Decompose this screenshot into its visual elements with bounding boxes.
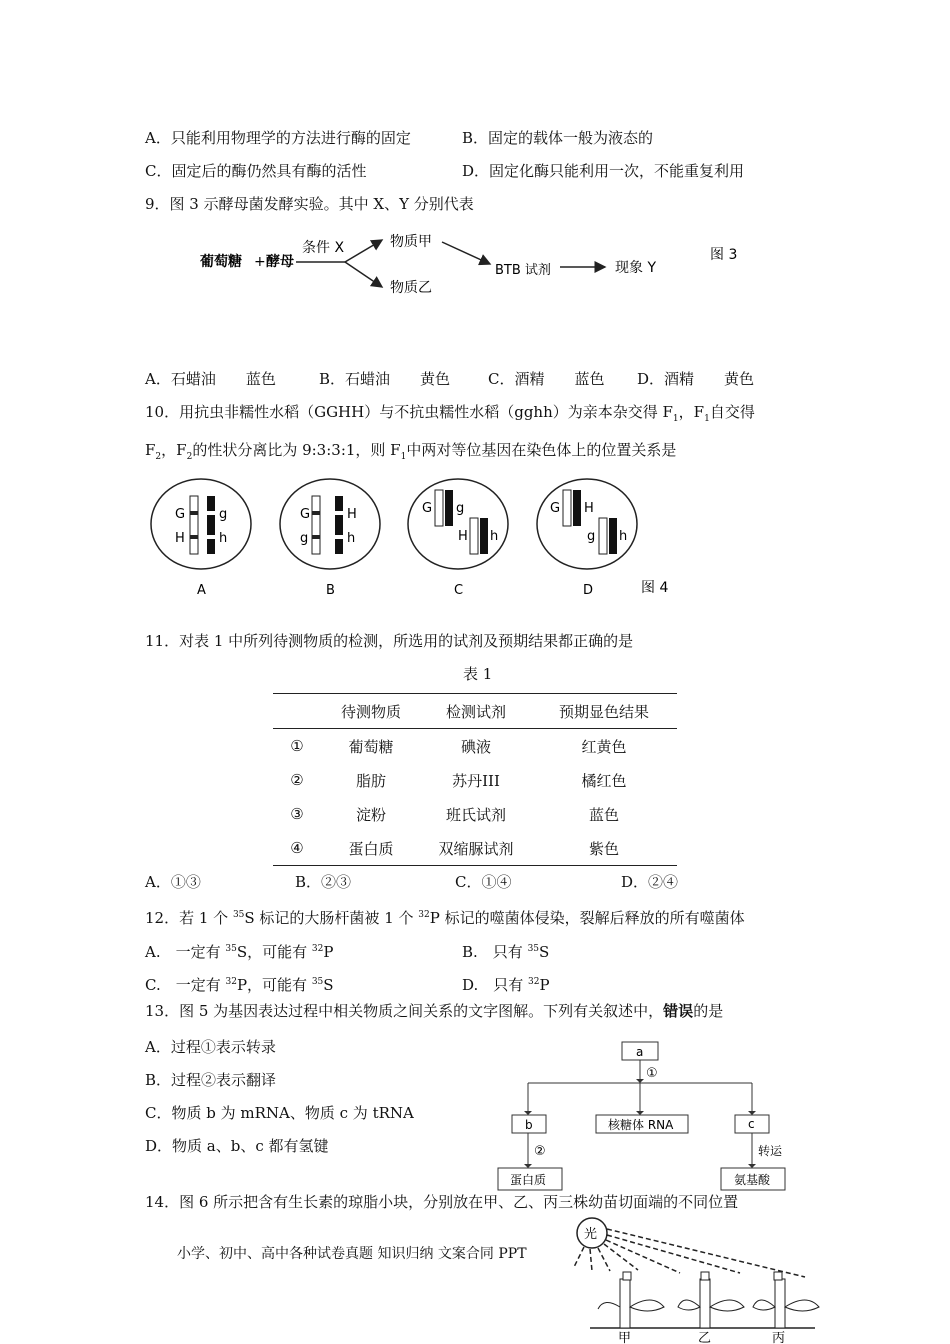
q12-option-d: D. 只有 $^{32}$P bbox=[462, 976, 550, 994]
q13-option-b: B．过程②表示翻译 bbox=[145, 1071, 277, 1089]
cell-a-g1: G bbox=[175, 507, 186, 522]
fig4-label: 图 4 bbox=[641, 580, 669, 596]
fig5-step2: ② bbox=[534, 1144, 546, 1159]
cell-d bbox=[537, 479, 637, 598]
q12-option-c: C. 一定有 $^{32}$P，可能有 $^{35}$S bbox=[145, 976, 334, 994]
q12-option-a: A. 一定有 $^{35}$S，可能有 $^{32}$P bbox=[145, 943, 334, 961]
q10-figure bbox=[145, 476, 705, 606]
q14-stem: 14．图 6 所示把含有生长素的琼脂小块，分别放在甲、乙、丙三株幼苗切面端的不同位置 bbox=[145, 1193, 739, 1211]
cell: 淀粉 bbox=[355, 805, 386, 824]
col-header: 检测试剂 bbox=[445, 702, 506, 721]
q9-figure bbox=[190, 222, 750, 312]
cell: ③ bbox=[290, 805, 304, 823]
fig3-substance-b: 物质乙 bbox=[390, 280, 432, 296]
q10-line1: 10．用抗虫非糯性水稻（GGHH）与不抗虫糯性水稻（gghh）为亲本杂交得 $F_1$，$F_1$自交得 bbox=[145, 403, 755, 424]
plant-label: 丙 bbox=[772, 1331, 786, 1344]
fig3-yeast: 酵母 bbox=[266, 254, 294, 270]
q9-option-c: C．酒精 蓝色 bbox=[488, 370, 605, 388]
fig5-b: b bbox=[525, 1118, 533, 1132]
q12-stem: 12．若 1 个 $^{35}$S 标记的大肠杆菌被 1 个 $^{32}$P 标记的噬菌体侵染，裂解后释放的所有噬菌体 bbox=[145, 909, 745, 927]
cell: 红黄色 bbox=[581, 737, 627, 756]
cell-b bbox=[280, 479, 380, 598]
table-title: 表 1 bbox=[463, 665, 493, 683]
q13-stem: 13．图 5 为基因表达过程中相关物质之间关系的文字图解。下列有关叙述中，错误的是 bbox=[145, 1002, 724, 1020]
col-header bbox=[273, 694, 321, 729]
q8-option-c: C．固定后的酶仍然具有酶的活性 bbox=[145, 162, 367, 180]
q11-option-c: C．①④ bbox=[455, 873, 512, 891]
q12-option-b: B. 只有 $^{35}$S bbox=[462, 943, 550, 961]
plant-jia bbox=[598, 1272, 664, 1344]
q9-option-a: A．石蜡油 蓝色 bbox=[145, 370, 276, 388]
cell: 苏丹III bbox=[452, 771, 500, 790]
cell: 葡萄糖 bbox=[348, 737, 394, 756]
q11-option-d: D．②④ bbox=[621, 873, 679, 891]
q8-option-d: D．固定化酶只能利用一次，不能重复利用 bbox=[462, 162, 745, 180]
cell-a bbox=[151, 479, 251, 598]
col-header: 预期显色结果 bbox=[558, 702, 649, 721]
q14-figure bbox=[560, 1215, 830, 1344]
cell-d-label: D bbox=[583, 583, 594, 598]
plant-label: 甲 bbox=[618, 1331, 632, 1344]
fig3-condition: 条件 X bbox=[302, 240, 345, 256]
fig3-label: 图 3 bbox=[710, 247, 738, 263]
q13-option-c: C．物质 b 为 mRNA、物质 c 为 tRNA bbox=[145, 1104, 414, 1122]
plant-yi bbox=[678, 1272, 744, 1344]
cell-d-g4: h bbox=[619, 529, 628, 544]
cell: ② bbox=[290, 771, 304, 789]
fig3-plus: + bbox=[254, 254, 266, 270]
table-header bbox=[273, 694, 677, 729]
cell-b-label: B bbox=[326, 583, 335, 598]
fig5-protein: 蛋白质 bbox=[510, 1173, 547, 1187]
q13-option-d: D．物质 a、b、c 都有氢键 bbox=[145, 1137, 329, 1155]
q8-option-b: B．固定的载体一般为液态的 bbox=[462, 129, 654, 147]
q11-option-b: B．②③ bbox=[295, 873, 352, 891]
cell-c bbox=[408, 479, 508, 598]
fig5-c: c bbox=[748, 1117, 755, 1131]
table-row bbox=[273, 729, 677, 764]
cell: 蛋白质 bbox=[348, 839, 394, 858]
table-row bbox=[273, 831, 677, 866]
cell-d-g1: G bbox=[550, 501, 561, 516]
cell-a-g2: H bbox=[175, 531, 185, 546]
q10-line2: $F_2$，$F_2$的性状分离比为 9:3:3:1，则 $F_1$中两对等位基因在染色体上的位置关系是 bbox=[145, 441, 677, 462]
fig3-btb: BTB 试剂 bbox=[495, 263, 551, 278]
fig3-glucose: 葡萄糖 bbox=[200, 254, 242, 270]
cell: ④ bbox=[290, 839, 304, 857]
cell: 蓝色 bbox=[588, 805, 619, 824]
cell-b-g4: h bbox=[347, 531, 356, 546]
fig5-a: a bbox=[636, 1045, 644, 1059]
fig5-step1: ① bbox=[646, 1066, 658, 1081]
col-header: 待测物质 bbox=[340, 702, 401, 721]
q11-stem: 11．对表 1 中所列待测物质的检测，所选用的试剂及预期结果都正确的是 bbox=[145, 632, 634, 650]
cell-c-g1: G bbox=[422, 501, 433, 516]
q9-stem: 9．图 3 示酵母菌发酵实验。其中 X、Y 分别代表 bbox=[145, 195, 474, 213]
footer-text: 小学、初中、高中各种试卷真题 知识归纳 文案合同 PPT bbox=[177, 1246, 527, 1262]
cell-a-g3: g bbox=[219, 507, 228, 522]
cell: 脂肪 bbox=[355, 771, 386, 790]
cell-c-g2: g bbox=[456, 501, 465, 516]
table-row bbox=[273, 763, 677, 797]
table-row bbox=[273, 797, 677, 831]
table-1 bbox=[273, 693, 677, 866]
light-label: 光 bbox=[584, 1227, 598, 1242]
fig3-substance-a: 物质甲 bbox=[390, 234, 432, 250]
plant-bing bbox=[753, 1272, 819, 1344]
cell-b-g2: g bbox=[300, 531, 309, 546]
cell-b-g1: G bbox=[300, 507, 311, 522]
q8-option-a: A．只能利用物理学的方法进行酶的固定 bbox=[145, 129, 411, 147]
q11-option-a: A．①③ bbox=[145, 873, 201, 891]
cell-a-label: A bbox=[197, 583, 206, 598]
q13-figure bbox=[490, 1038, 790, 1198]
cell: ① bbox=[290, 737, 304, 755]
cell: 双缩脲试剂 bbox=[438, 839, 514, 858]
cell-d-g3: g bbox=[587, 529, 596, 544]
q9-option-b: B．石蜡油 黄色 bbox=[319, 370, 451, 388]
plant-label: 乙 bbox=[698, 1331, 712, 1344]
cell: 紫色 bbox=[588, 839, 619, 858]
cell: 碘液 bbox=[460, 737, 491, 756]
cell-d-g2: H bbox=[584, 501, 594, 516]
fig5-rrna: 核糖体 RNA bbox=[608, 1118, 674, 1132]
fig5-transport: 转运 bbox=[758, 1144, 783, 1158]
cell-c-label: C bbox=[454, 583, 464, 598]
cell-a-g4: h bbox=[219, 531, 228, 546]
q13-option-a: A．过程①表示转录 bbox=[145, 1038, 276, 1056]
cell: 橘红色 bbox=[581, 771, 627, 790]
cell-c-g3: H bbox=[458, 529, 468, 544]
fig3-phenomenon: 现象 Y bbox=[615, 260, 657, 276]
fig5-amino: 氨基酸 bbox=[734, 1173, 771, 1187]
cell-b-g3: H bbox=[347, 507, 357, 522]
q9-option-d: D．酒精 黄色 bbox=[637, 370, 755, 388]
cell-c-g4: h bbox=[490, 529, 499, 544]
cell: 班氏试剂 bbox=[445, 805, 506, 824]
